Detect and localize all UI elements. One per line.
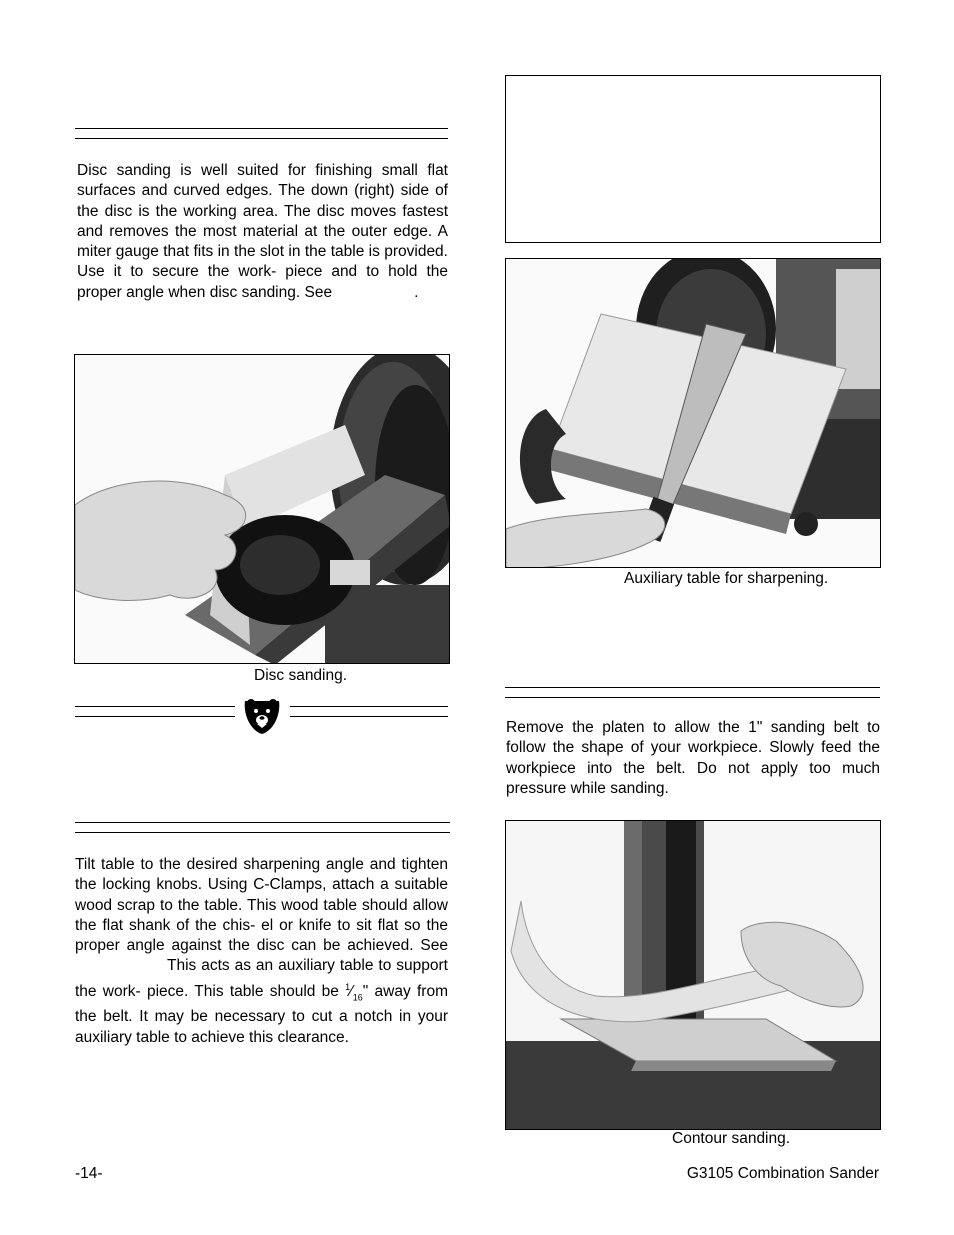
sharpening-paragraph: Tilt table to the desired sharpening angle and tighten the locking knobs. Using C-Clamps, attach a suitable wood scrap to the table. This wood table should allow the flat shank of the chis- el or knife to sit flat so the proper angle against the disc can be achieved. SeeThis acts as an auxiliary table to support the work- piece. This table should be $^1⁄_{16}$" away from the belt. It may be necessary to cut a notch in your auxiliary table to achieve this clearance. [75,856,448,1046]
page-number: -14- [75,1165,103,1182]
disc-sanding-text: Disc sanding is well suited for finishing small flat surfaces and curved edges. The down (right) side of the disc is the working area. The disc moves fastest and removes the most material at the outer edge. A miter gauge that fits in the slot in the table is provided. Use it to secure the work- piece and to hold the proper angle when disc sanding. See [77,162,448,301]
contour-sanding-caption: Contour sanding. [672,1130,791,1147]
fraction-denominator: 16 [352,992,363,1003]
notice-box [505,75,881,243]
sharpening-text-3: " away from the belt. It may be necessary to cut a notch in your auxiliary table to achieve this clearance. [75,982,448,1046]
sharpening-rule-bottom [75,832,450,833]
disc-sanding-caption: Disc sanding. [254,667,348,684]
disc-sanding-photo [74,354,450,664]
bear-logo-icon [241,695,283,735]
divider-rule-left-top [75,706,235,707]
disc-sanding-text-end: . [414,283,419,301]
fraction-numerator: 1 [345,981,351,992]
sharpening-photo [505,258,881,568]
divider-rule-left-bottom [75,716,235,717]
sharpening-rule-top [75,822,450,823]
divider-rule-right-top [290,706,448,707]
sharpening-text-2: This acts as an auxiliary table to support the work- piece. This table should be [75,957,448,1000]
divider-rule-right-bottom [290,716,448,717]
disc-sanding-paragraph [77,161,448,303]
contour-rule-top [505,687,880,688]
sharpening-caption: Auxiliary table for sharpening. [624,570,829,587]
contour-sanding-paragraph: Remove the platen to allow the 1" sanding belt to follow the shape of your workpiece. Slowly feed the workpiece into the belt. Do not apply too much pressure while sanding. [506,719,880,797]
contour-sanding-photo [505,820,881,1130]
disc-sanding-rule-bottom [75,138,448,139]
contour-rule-bottom [505,697,880,698]
manual-title: G3105 Combination Sander [686,1165,879,1182]
disc-sanding-rule-top [75,128,448,129]
sharpening-text-1: Tilt table to the desired sharpening angle and tighten the locking knobs. Using C-Clamps, attach a suitable wood scrap to the table. This wood table should allow the flat shank of the chis- el or knife to sit flat so the proper angle against the disc can be achieved. See [75,856,448,955]
